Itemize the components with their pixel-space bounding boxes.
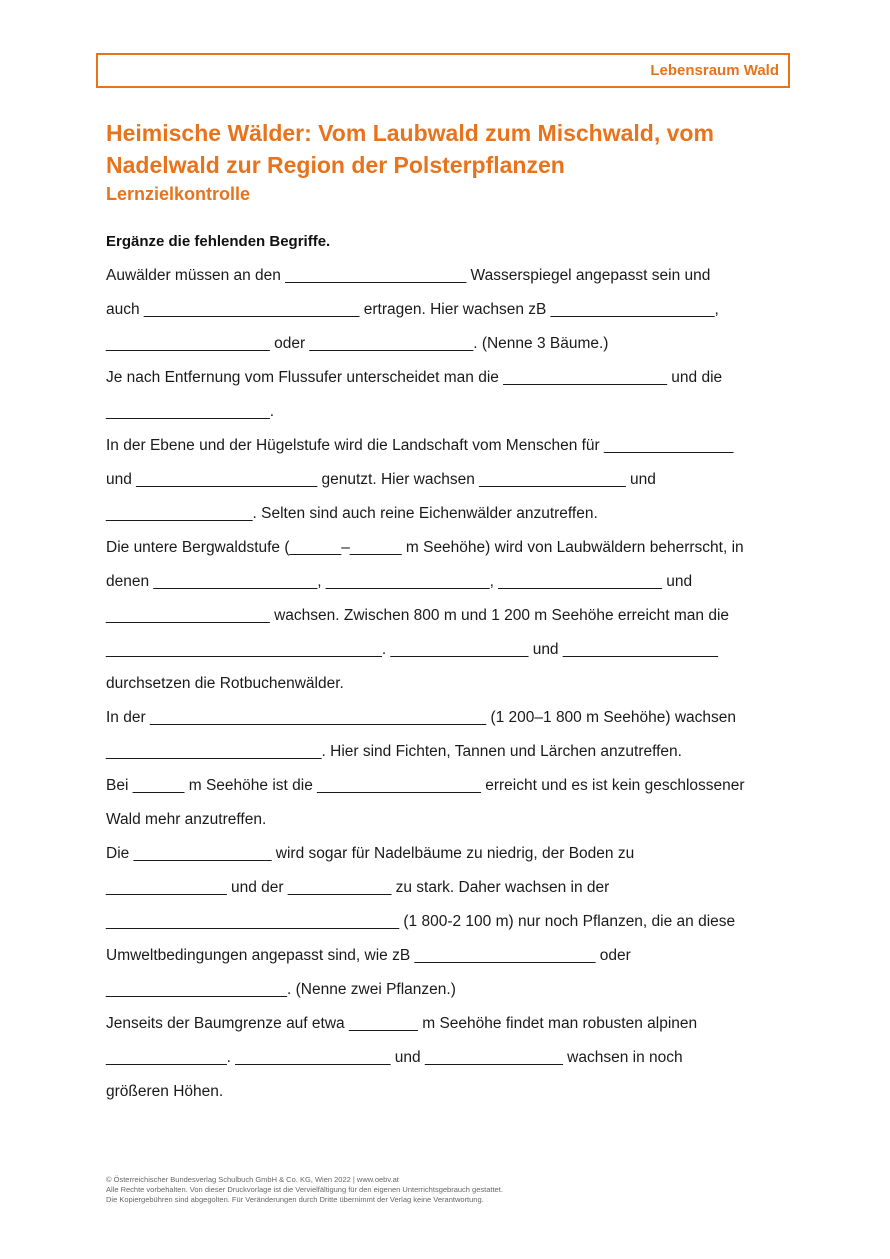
exercise-line: und _____________________ genutzt. Hier wachsen _________________ und bbox=[106, 471, 656, 488]
exercise-line: In der Ebene und der Hügelstufe wird die Landschaft vom Menschen für _______________ bbox=[106, 437, 734, 454]
footer-copyright: © Österreichischer Bundesverlag Schulbuch GmbH & Co. KG, Wien 2022 | www.oebv.at bbox=[106, 1175, 399, 1184]
exercise-line: ______________. __________________ und ________________ wachsen in noch bbox=[106, 1049, 683, 1066]
exercise-line: Je nach Entfernung vom Flussufer unterscheidet man die ___________________ und die bbox=[106, 369, 723, 386]
exercise-line: _____________________. (Nenne zwei Pflanzen.) bbox=[106, 981, 456, 998]
page-subtitle: Lernzielkontrolle bbox=[106, 184, 251, 204]
footer bbox=[106, 1175, 503, 1205]
exercise-line: ___________________ oder ___________________. (Nenne 3 Bäume.) bbox=[106, 335, 609, 352]
exercise-line: ___________________ wachsen. Zwischen 800 m und 1 200 m Seehöhe erreicht man die bbox=[106, 607, 730, 624]
exercise-text bbox=[106, 259, 796, 1109]
exercise-line: Jenseits der Baumgrenze auf etwa ________ m Seehöhe findet man robusten alpinen bbox=[106, 1015, 698, 1032]
exercise-line: Die ________________ wird sogar für Nadelbäume zu niedrig, der Boden zu bbox=[106, 845, 635, 862]
exercise-line: Wald mehr anzutreffen. bbox=[106, 811, 267, 828]
exercise-line: __________________________________ (1 800-2 100 m) nur noch Pflanzen, die an diese bbox=[106, 913, 736, 930]
header-title: Lebensraum Wald bbox=[650, 62, 779, 79]
exercise-line: Umweltbedingungen angepasst sind, wie zB _____________________ oder bbox=[106, 947, 631, 964]
exercise-line: auch _________________________ ertragen. Hier wachsen zB ___________________, bbox=[106, 301, 719, 318]
exercise-line: In der _______________________________________ (1 200–1 800 m Seehöhe) wachsen bbox=[106, 709, 737, 726]
exercise-line: ______________ und der ____________ zu stark. Daher wachsen in der bbox=[106, 879, 610, 896]
exercise-line: Die untere Bergwaldstufe (______–______ m Seehöhe) wird von Laubwäldern beherrscht, in bbox=[106, 539, 744, 556]
footer-fees: Die Kopiergebühren sind abgegolten. Für Veränderungen durch Dritte übernimmt der Verlag keine Verantwortung. bbox=[106, 1195, 484, 1204]
exercise-line: _________________. Selten sind auch reine Eichenwälder anzutreffen. bbox=[106, 505, 598, 522]
page-title bbox=[106, 117, 806, 181]
instruction: Ergänze die fehlenden Begriffe. bbox=[106, 233, 331, 250]
exercise-line: denen ___________________, ___________________, ___________________ und bbox=[106, 573, 693, 590]
exercise-line: ___________________. bbox=[106, 403, 275, 420]
exercise-line: größeren Höhen. bbox=[106, 1083, 224, 1100]
exercise-line: Auwälder müssen an den _____________________ Wasserspiegel angepasst sein und bbox=[106, 267, 711, 284]
footer-rights: Alle Rechte vorbehalten. Von dieser Druckvorlage ist die Vervielfältigung für den eigenen Unterrichtsgebrauch gestattet. bbox=[106, 1185, 503, 1194]
exercise-line: durchsetzen die Rotbuchenwälder. bbox=[106, 675, 344, 692]
header-box bbox=[96, 53, 790, 88]
exercise-line: ________________________________. ________________ und __________________ bbox=[106, 641, 719, 658]
exercise-line: _________________________. Hier sind Fichten, Tannen und Lärchen anzutreffen. bbox=[106, 743, 682, 760]
page-title-line-1: Heimische Wälder: Vom Laubwald zum Mischwald, vom bbox=[106, 120, 714, 146]
exercise-line: Bei ______ m Seehöhe ist die ___________________ erreicht und es ist kein geschlossener bbox=[106, 777, 745, 794]
page-title-line-2: Nadelwald zur Region der Polsterpflanzen bbox=[106, 152, 565, 178]
